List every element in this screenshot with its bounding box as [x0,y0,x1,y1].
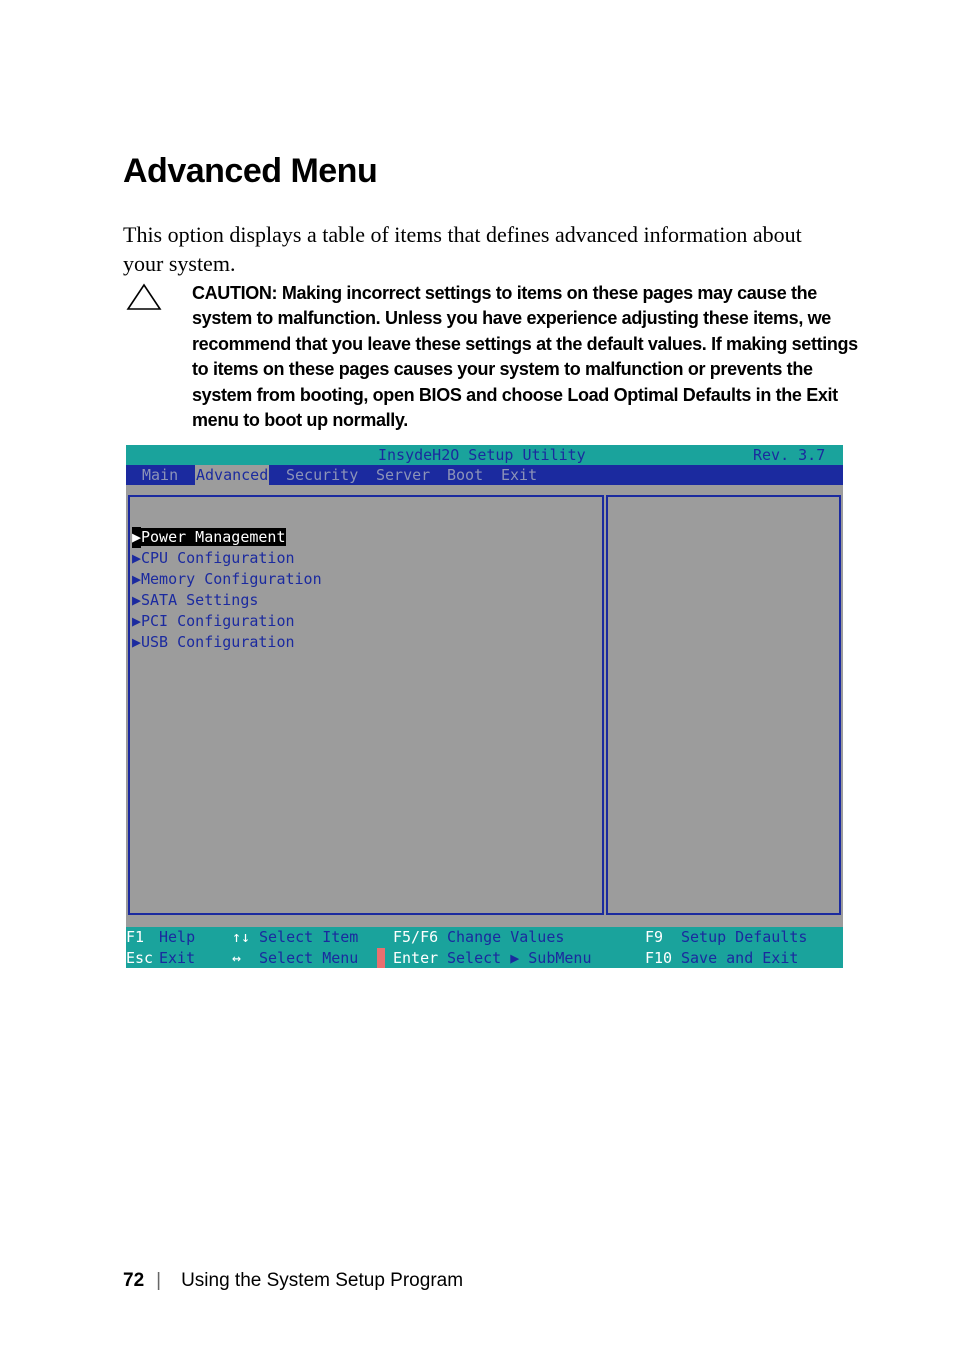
submenu-arrow-icon: ▶ [132,612,142,630]
section-title: Using the System Setup Program [181,1270,464,1291]
key-enter: Enter [393,949,439,967]
bios-item-list [132,527,322,653]
key-f9-desc: Setup Defaults [681,928,808,946]
caution-note: CAUTION: Making incorrect settings to items on these pages may cause the system to malfunction. Unless you have experience adjusting these items, we recommend that you leave these settings at the default values. If making settings to items on these pages causes your system to malfunction or prevents the system from booting, open BIOS and choose Load Optimal Defaults in the Exit menu to boot up normally. [192,283,858,431]
bios-key-legend [126,927,843,968]
key-f1-desc: Help [159,928,196,946]
key-up-down-desc: Select Item [259,928,359,946]
bios-screenshot [126,445,843,968]
bios-menu-main[interactable]: Main [142,466,179,484]
key-enter-desc: Select ▶ SubMenu [447,949,592,967]
bios-item-power-management[interactable]: ▶Power Management [132,528,286,546]
key-f9: F9 [645,928,664,946]
bios-item-cpu-configuration[interactable]: ▶CPU Configuration [132,549,295,567]
legend-marker [377,948,385,968]
key-up-down-arrows-icon: ↑↓ [232,928,251,946]
bios-item-memory-configuration[interactable]: ▶Memory Configuration [132,570,322,588]
key-f10-desc: Save and Exit [681,949,799,967]
page-footer [123,1270,463,1292]
bios-help-panel [606,495,841,915]
bios-menu-advanced[interactable]: Advanced [196,466,269,484]
page-title: Advanced Menu [123,152,378,190]
bios-item-sata-settings[interactable]: ▶SATA Settings [132,591,259,609]
key-f5-f6: F5/F6 [393,928,439,946]
submenu-arrow-icon: ▶ [132,633,142,651]
key-esc-desc: Exit [159,949,196,967]
submenu-arrow-icon: ▶ [132,591,142,609]
submenu-arrow-icon: ▶ [132,570,142,588]
submenu-arrow-icon: ▶ [132,549,142,567]
submenu-arrow-icon: ▶ [132,528,142,546]
bios-title-bar [126,445,843,465]
bios-item-pci-configuration[interactable]: ▶PCI Configuration [132,612,295,630]
bios-menu-boot[interactable]: Boot [447,466,484,484]
intro-paragraph: This option displays a table of items that defines advanced information about your system. [123,222,802,276]
footer-separator: | [156,1270,162,1291]
bios-menu-server[interactable]: Server [376,466,431,484]
key-esc: Esc [126,949,154,967]
bios-menu-bar [126,465,843,485]
bios-revision: Rev. 3.7 [753,446,826,464]
key-f5-f6-desc: Change Values [447,928,565,946]
key-left-right-arrows-icon: ↔ [232,949,242,967]
page-number: 72 [123,1270,145,1291]
bios-title: InsydeH2O Setup Utility [378,446,586,464]
bios-item-usb-configuration[interactable]: ▶USB Configuration [132,633,295,651]
key-left-right-desc: Select Menu [259,949,359,967]
bios-menu-exit[interactable]: Exit [501,466,538,484]
key-f10: F10 [645,949,673,967]
key-f1: F1 [126,928,145,946]
caution-triangle-icon [126,283,162,311]
bios-menu-security[interactable]: Security [286,466,359,484]
